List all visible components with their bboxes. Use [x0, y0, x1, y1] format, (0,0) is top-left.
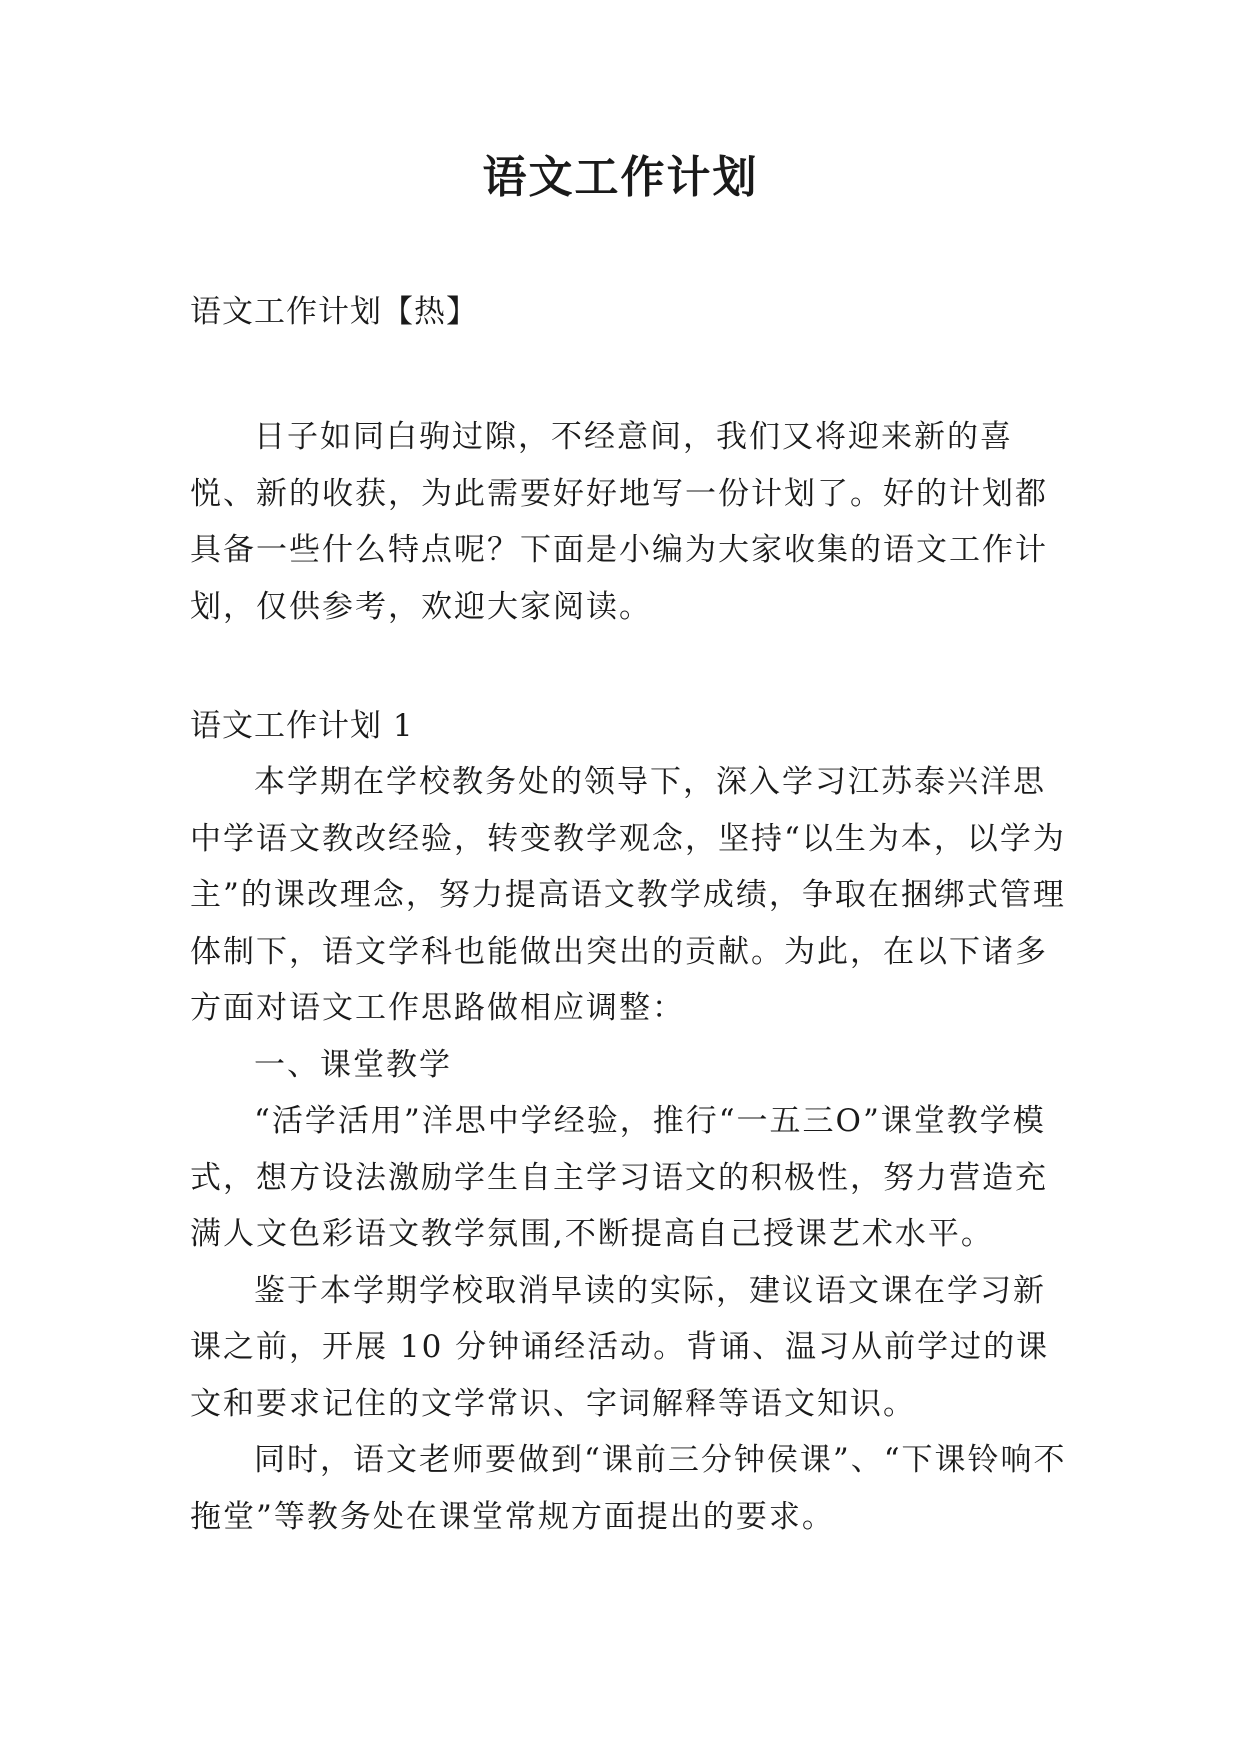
body-paragraph: 同时，语文老师要做到“课前三分钟侯课”、“下课铃响不拖堂”等教务处在课堂常规方面提出的要求。: [190, 1442, 1067, 1535]
body-paragraph: 鉴于本学期学校取消早读的实际，建议语文课在学习新课之前，开展 10 分钟诵经活动。背诵、温习从前学过的课文和要求记住的文学常识、字词解释等语文知识。: [190, 1272, 1050, 1422]
document-subtitle: 语文工作计划【热】: [190, 294, 478, 330]
section-heading: 语文工作计划 1: [190, 708, 414, 744]
intro-paragraph: 日子如同白驹过隙，不经意间，我们又将迎来新的喜悦、新的收获，为此需要好好地写一份计划了。好的计划都具备一些什么特点呢？下面是小编为大家收集的语文工作计划，仅供参考，欢迎大家阅读。: [190, 419, 1048, 625]
section-body: [190, 754, 1070, 1545]
subsection-heading: 一、课堂教学: [254, 1046, 452, 1083]
body-paragraph: 本学期在学校教务处的领导下，深入学习江苏泰兴洋思中学语文教改经验，转变教学观念，坚持“以生为本，以学为主”的课改理念，努力提高语文教学成绩，争取在捆绑式管理体制下，语文学科也能做出突出的贡献。为此，在以下诸多方面对语文工作思路做相应调整：: [190, 764, 1066, 1026]
body-paragraph: “活学活用”洋思中学经验，推行“一五三O”课堂教学模式，想方设法激励学生自主学习语文的积极性，努力营造充满人文色彩语文教学氛围,不断提高自己授课艺术水平。: [190, 1103, 1048, 1252]
document-title: 语文工作计划: [482, 152, 759, 203]
